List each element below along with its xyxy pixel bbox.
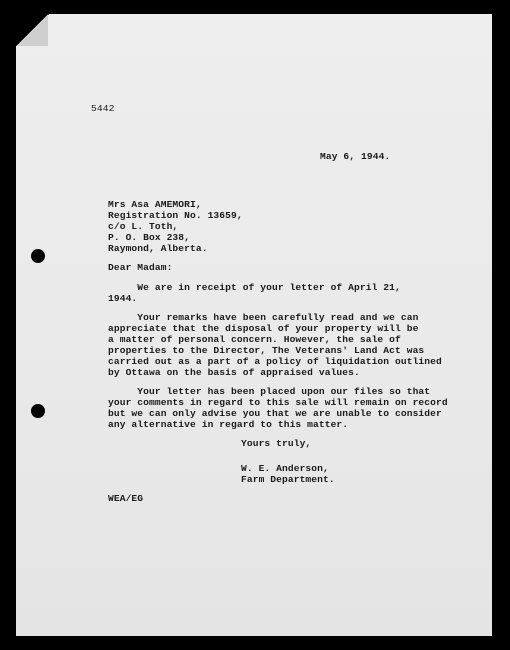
paragraph-line: any alternative in regard to this matter. xyxy=(108,419,349,430)
closing: Yours truly, xyxy=(241,438,312,449)
paragraph-line: your comments in regard to this sale will remain on record xyxy=(108,397,448,408)
paragraph-line: appreciate that the disposal of your property will be xyxy=(108,323,419,334)
address-line: Raymond, Alberta. xyxy=(108,243,208,254)
punch-hole-top xyxy=(31,249,45,263)
address-line: Registration No. 13659, xyxy=(108,210,243,221)
paragraph-line: 1944. xyxy=(108,293,138,304)
paragraph-line: by Ottawa on the basis of appraised values. xyxy=(108,367,360,378)
paragraph-line: Your letter has been placed upon our files so that xyxy=(108,386,431,397)
address-line: Mrs Asa AMEMORI, xyxy=(108,199,202,210)
signer-department: Farm Department. xyxy=(241,474,335,485)
paragraph-line: a matter of personal concern. However, the sale of xyxy=(108,334,401,345)
file-number: 5442 xyxy=(91,103,115,114)
salutation: Dear Madam: xyxy=(108,262,173,273)
paragraph-line: We are in receipt of your letter of April 21, xyxy=(108,282,401,293)
paragraph-line: but we can only advise you that we are unable to consider xyxy=(108,408,442,419)
typist-initials: WEA/EG xyxy=(108,493,144,504)
folded-corner xyxy=(16,14,48,46)
letter-date: May 6, 1944. xyxy=(320,151,391,162)
punch-hole-bottom xyxy=(31,404,45,418)
paragraph-line: Your remarks have been carefully read and we can xyxy=(108,312,419,323)
paragraph-line: carried out as a part of a policy of liquidation outlined xyxy=(108,356,442,367)
signer-name: W. E. Anderson, xyxy=(241,463,329,474)
paragraph-line: properties to the Director, The Veterans' Land Act was xyxy=(108,345,425,356)
address-line: c/o L. Toth, xyxy=(108,221,179,232)
address-line: P. O. Box 238, xyxy=(108,232,191,243)
